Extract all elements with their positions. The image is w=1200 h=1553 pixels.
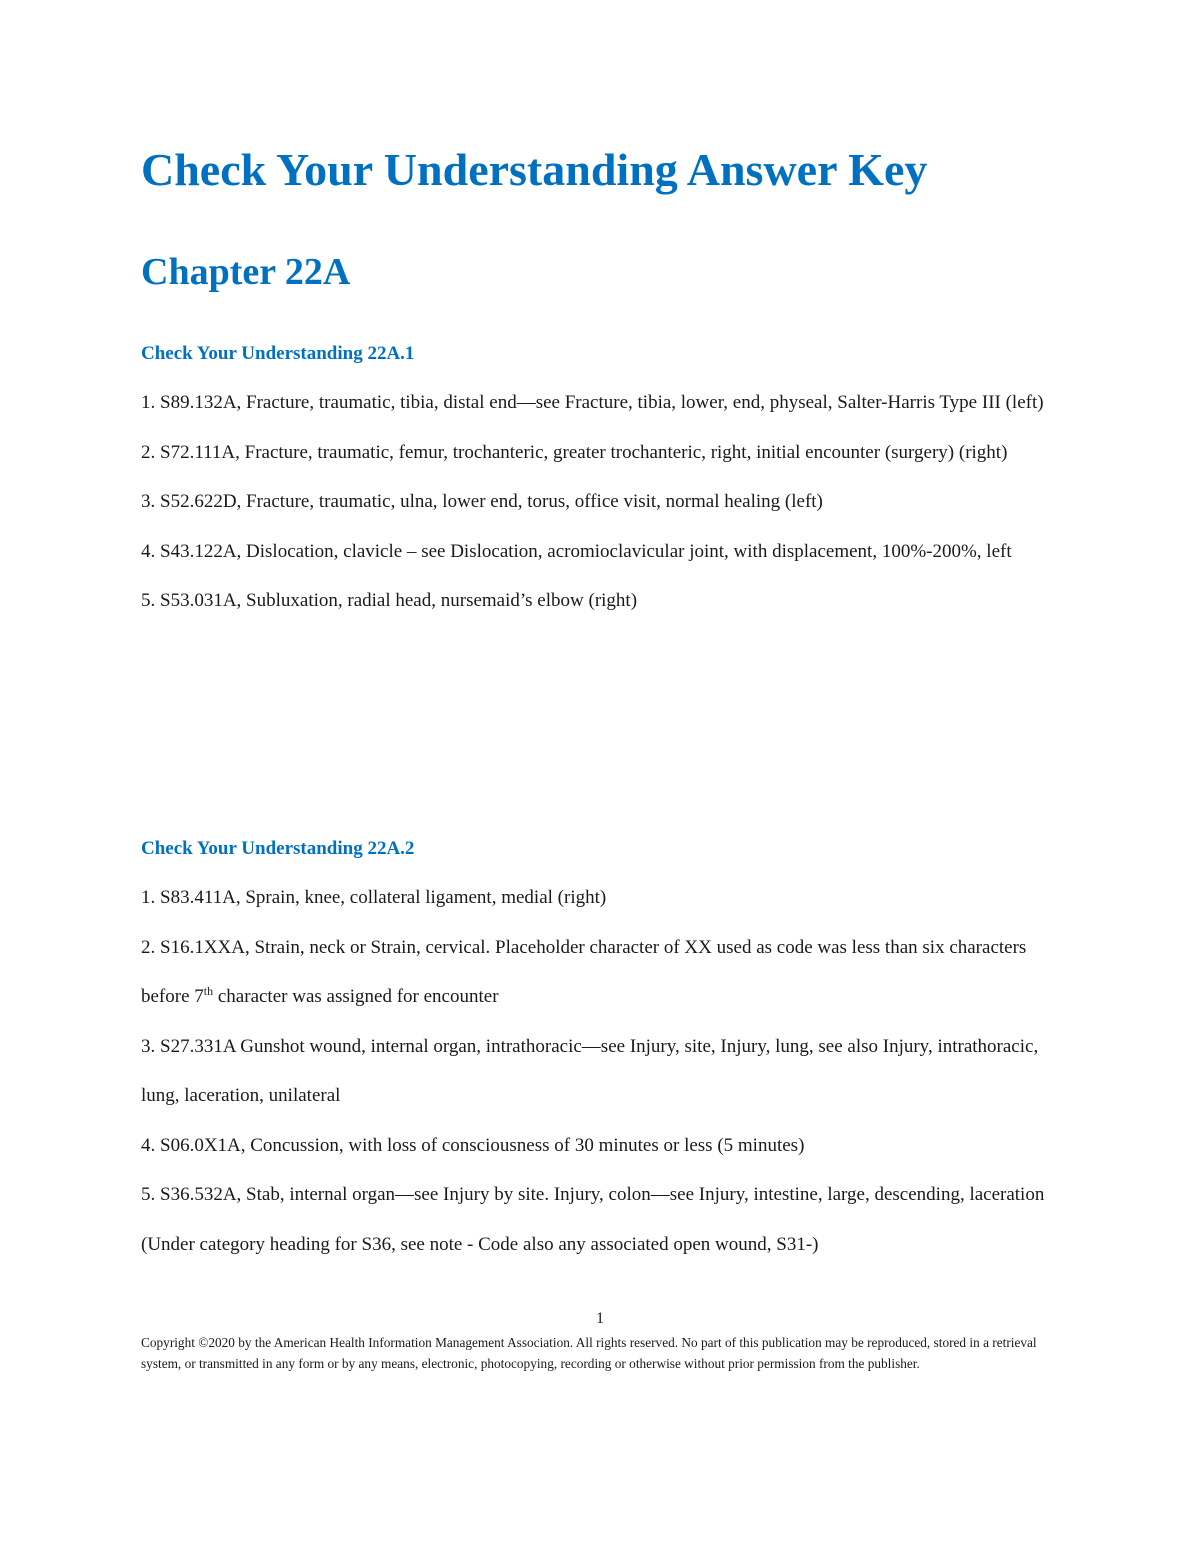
answer-item: 5. S36.532A, Stab, internal organ—see Injury by site. Injury, colon—see Injury, intestine, large, descending, laceration — [141, 1184, 1045, 1205]
answer-item: 4. S43.122A, Dislocation, clavicle – see Dislocation, acromioclavicular joint, with displacement, 100%-200%, left — [141, 540, 1012, 562]
answer-item — [141, 923, 1066, 1022]
answer-item: 2. S72.111A, Fracture, traumatic, femur, trochanteric, greater trochanteric, right, initial encounter (surgery) (right) — [141, 441, 1008, 463]
answer-list — [141, 378, 1066, 626]
coding-note: (Under category heading for S36, see note - Code also any associated open wound, S31-) — [141, 1233, 819, 1255]
chapter-title: Chapter 22A — [141, 251, 351, 293]
answer-item: 1. S89.132A, Fracture, traumatic, tibia, distal end—see Fracture, tibia, lower, end, physeal, Salter-Harris Type III (left) — [141, 392, 1044, 413]
ordinal-superscript: th — [203, 984, 214, 998]
page-number: 1 — [596, 1310, 604, 1327]
section-22a-1 — [141, 329, 1066, 626]
section-heading: Check Your Understanding 22A.2 — [141, 838, 415, 859]
section-heading: Check Your Understanding 22A.1 — [141, 343, 415, 364]
answer-item: 4. S06.0X1A, Concussion, with loss of consciousness of 30 minutes or less (5 minutes) — [141, 1134, 805, 1156]
answer-list — [141, 873, 1066, 1220]
section-22a-2 — [141, 824, 1066, 1269]
copyright-notice: Copyright ©2020 by the American Health Information Management Association. All rights reserved. No part of this publication may be reproduced, stored in a retrieval system, or transmitted in any form or by any means, electronic, photocopying, recording or otherwise without prior permission from the publisher. — [141, 1335, 1037, 1371]
answer-text: 2. S16.1XXA, Strain, neck or Strain, cervical. Placeholder character of XX used as code was less than six characters before 7 — [141, 936, 1027, 1007]
answer-item: 3. S27.331A Gunshot wound, internal organ, intrathoracic—see Injury, site, Injury, lung, see also Injury, intrathoracic, lung, laceration, unilateral — [141, 1035, 1039, 1106]
document-title: Check Your Understanding Answer Key — [141, 144, 928, 195]
answer-item: 5. S53.031A, Subluxation, radial head, nursemaid’s elbow (right) — [141, 590, 638, 611]
answer-item: 1. S83.411A, Sprain, knee, collateral ligament, medial (right) — [141, 887, 607, 908]
answer-text: character was assigned for encounter — [213, 986, 499, 1007]
answer-item: 3. S52.622D, Fracture, traumatic, ulna, lower end, torus, office visit, normal healing (left) — [141, 491, 823, 512]
